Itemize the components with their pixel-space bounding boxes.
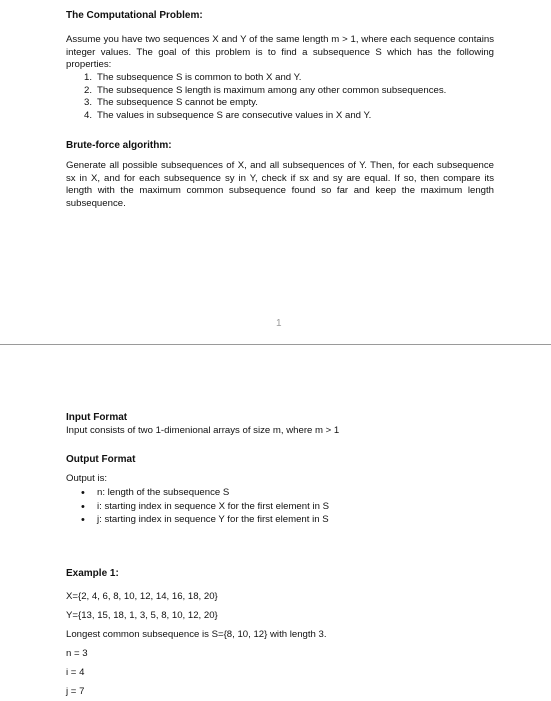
property-text: The subsequence S cannot be empty. bbox=[97, 97, 258, 109]
property-number: 4. bbox=[84, 109, 93, 121]
property-item bbox=[66, 85, 494, 98]
example-lines bbox=[66, 587, 494, 701]
output-format-heading: Output Format bbox=[66, 454, 136, 465]
example-line: X={2, 4, 6, 8, 10, 12, 14, 16, 18, 20} bbox=[66, 591, 218, 602]
page-number: 1 bbox=[276, 318, 282, 329]
example-heading: Example 1: bbox=[66, 568, 119, 579]
problem-title: The Computational Problem: bbox=[66, 10, 203, 21]
output-item-text: n: length of the subsequence S bbox=[97, 487, 230, 498]
property-item bbox=[66, 72, 494, 85]
example-line: i = 4 bbox=[66, 667, 85, 678]
property-text: The subsequence S length is maximum among any other common subsequences. bbox=[97, 84, 447, 96]
property-text: The values in subsequence S are consecutive values in X and Y. bbox=[97, 109, 372, 121]
bullet-icon: • bbox=[81, 500, 85, 513]
output-item bbox=[66, 514, 494, 528]
document-page-2 bbox=[0, 346, 551, 700]
example-line: Y={13, 15, 18, 1, 3, 5, 8, 10, 12, 20} bbox=[66, 610, 218, 621]
document-page-1 bbox=[0, 0, 551, 344]
bullet-icon: • bbox=[81, 514, 85, 526]
brute-force-heading: Brute-force algorithm: bbox=[66, 140, 172, 151]
property-text: The subsequence S is common to both X and Y. bbox=[97, 72, 302, 83]
problem-intro: Assume you have two sequences X and Y of the same length m > 1, where each sequence contains integer values. The goal of this problem is to find a subsequence S which has the following properties: bbox=[66, 34, 494, 71]
input-format-heading: Input Format bbox=[66, 412, 128, 423]
properties-list bbox=[66, 72, 494, 122]
page-divider bbox=[0, 344, 551, 345]
brute-force-text: Generate all possible subsequences of X, and all subsequences of Y. Then, for each subsequence sx in X, and for each subsequence sy in Y, check if sx and sy are equal. If so, then compare its length with the maximum common subsequence found so far and keep the maximum length subsequence. bbox=[66, 160, 494, 209]
output-item bbox=[66, 487, 494, 501]
example-line: j = 7 bbox=[66, 686, 85, 697]
output-list bbox=[66, 487, 494, 528]
output-item-text: j: starting index in sequence Y for the first element in S bbox=[97, 514, 329, 525]
property-item bbox=[66, 97, 494, 110]
example-line: n = 3 bbox=[66, 648, 88, 659]
output-item bbox=[66, 501, 494, 515]
output-item-text: i: starting index in sequence X for the first element in S bbox=[97, 500, 329, 512]
input-format-text: Input consists of two 1-dimenional arrays of size m, where m > 1 bbox=[66, 425, 340, 436]
property-number: 1. bbox=[84, 72, 93, 83]
bullet-icon: • bbox=[81, 487, 85, 499]
example-line: Longest common subsequence is S={8, 10, 12} with length 3. bbox=[66, 629, 327, 640]
property-number: 3. bbox=[84, 97, 93, 109]
property-item bbox=[66, 110, 494, 123]
output-intro: Output is: bbox=[66, 473, 108, 484]
property-number: 2. bbox=[84, 84, 93, 96]
